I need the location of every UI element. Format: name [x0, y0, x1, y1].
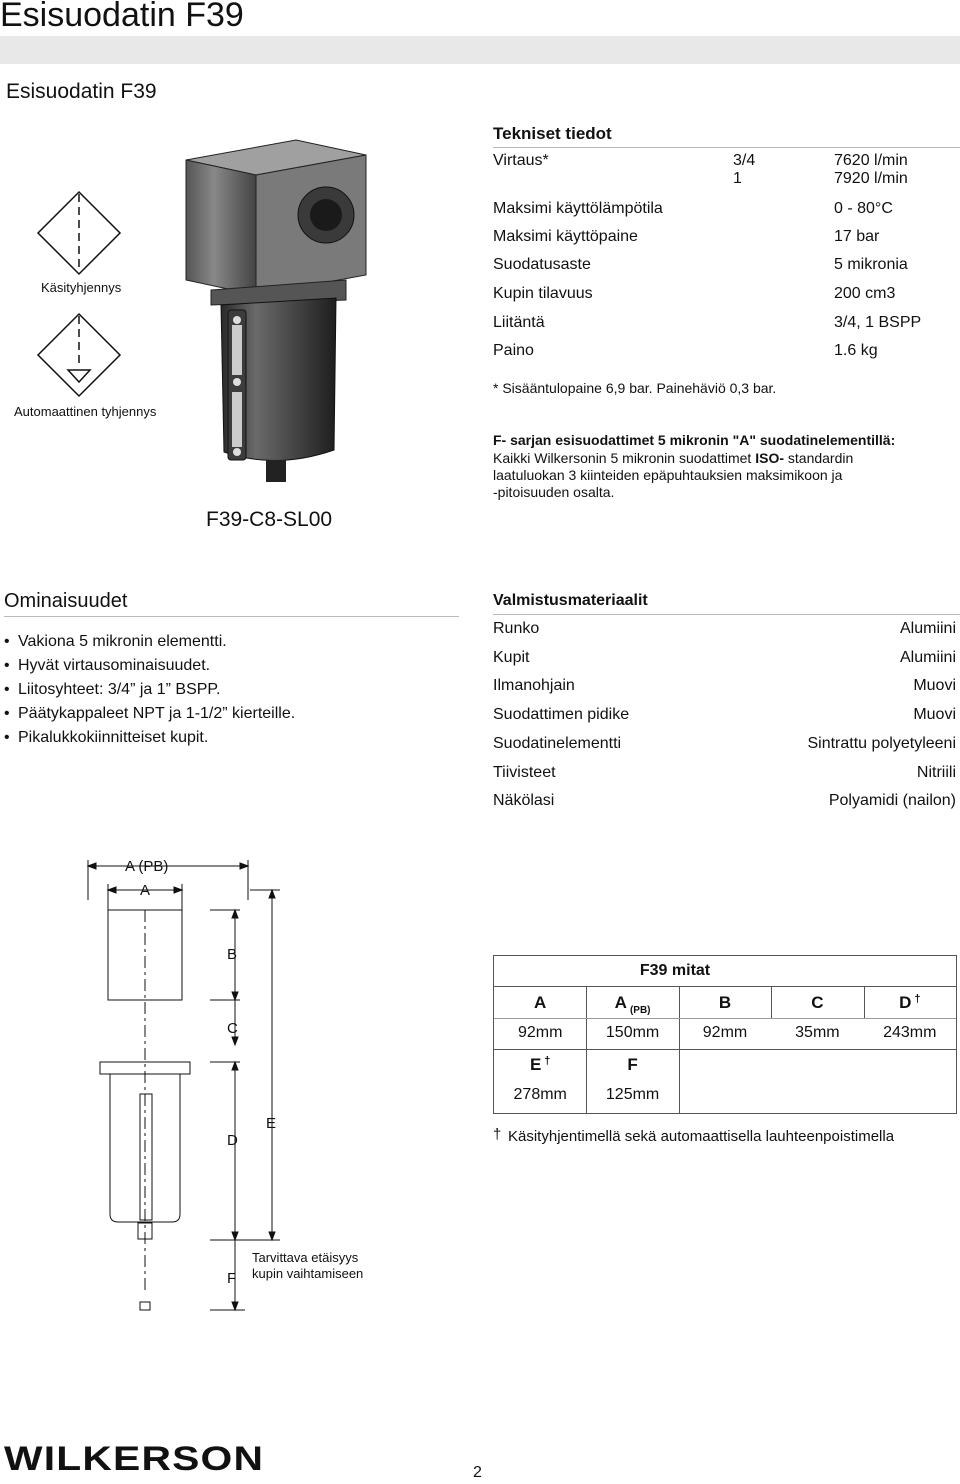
dim-header: A [614, 993, 627, 1012]
features-rule [4, 616, 459, 617]
dim-label-b: B [227, 946, 238, 963]
tech-row-label: Maksimi käyttöpaine [493, 228, 638, 245]
auto-drain-label: Automaattinen tyhjennys [14, 404, 157, 419]
dim-label-apb: A (PB) [125, 858, 169, 875]
material-value: Nitriili [916, 763, 956, 781]
manual-drain-label: Käsityhjennys [41, 280, 122, 295]
auto-drain-symbol [34, 310, 124, 410]
tech-row-size: 3/4 [733, 152, 756, 169]
dim-note-dagger: † [493, 1126, 502, 1143]
tech-row-label: Kupin tilavuus [493, 285, 593, 302]
feature-bullet: • [4, 705, 10, 722]
dim-grid-h [494, 1049, 956, 1050]
dim-label-a: A [140, 882, 151, 899]
material-value: Polyamidi (nailon) [828, 792, 956, 810]
dim-header: A [534, 993, 547, 1012]
feature-bullet: • [4, 633, 10, 650]
features-heading: Ominaisuudet [4, 590, 128, 612]
page-title: Esisuodatin F39 [0, 0, 244, 34]
manual-drain-symbol [34, 188, 124, 288]
dim-label-d: D [227, 1132, 238, 1149]
feature-item: Vakiona 5 mikronin elementti. [18, 633, 227, 650]
desc-line-2: laatuluokan 3 kiinteiden epäpuhtauksien maksimikoon ja [493, 467, 843, 483]
tech-heading: Tekniset tiedot [493, 124, 612, 143]
page-number: 2 [473, 1464, 482, 1481]
brand-logo: WILKERSON [4, 1440, 265, 1478]
dim-header-cell [494, 993, 586, 1013]
product-model: F39-C8-SL00 [206, 508, 333, 531]
feature-bullet: • [4, 729, 10, 746]
tech-row-value: 1.6 kg [834, 342, 878, 359]
dim-pb-sub: (PB) [629, 1005, 651, 1016]
clearance-note-1: Tarvittava etäisyys [252, 1250, 359, 1265]
feature-bullet: • [4, 681, 10, 698]
dim-value: 92mm [702, 1024, 748, 1041]
dim-header-cell [586, 1055, 678, 1075]
material-value: Sintrattu polyetyleeni [807, 734, 956, 752]
dim-grid-h [494, 1018, 956, 1019]
desc-line-1c: standardin [784, 450, 854, 466]
materials-heading: Valmistusmateriaalit [493, 592, 648, 609]
dim-dagger: † [544, 1055, 551, 1067]
filter-product-image [176, 130, 396, 490]
tech-row-value: 7920 l/min [834, 170, 908, 187]
tech-row-value: 7620 l/min [834, 152, 908, 169]
dimension-drawing [80, 850, 410, 1330]
tech-row-value: 200 cm3 [834, 285, 896, 302]
desc-line-3: -pitoisuuden osalta. [493, 484, 615, 500]
dim-header: D [899, 993, 912, 1012]
page-subtitle: Esisuodatin F39 [6, 80, 157, 103]
dim-header: B [718, 993, 732, 1012]
materials-rule [493, 614, 960, 615]
header-band [0, 36, 960, 64]
tech-row-size: 1 [733, 170, 742, 187]
dim-header-cell [679, 993, 771, 1013]
dim-label-f: F [227, 1270, 237, 1287]
feature-bullet: • [4, 657, 10, 674]
feature-item: Liitosyhteet: 3/4” ja 1” BSPP. [18, 681, 221, 698]
material-part: Tiivisteet [493, 763, 556, 781]
tech-row-label: Paino [493, 342, 534, 359]
dim-header-cell [494, 1055, 586, 1075]
tech-note: * Sisääntulopaine 6,9 bar. Painehäviö 0,3 bar. [493, 380, 777, 396]
material-value: Muovi [913, 677, 956, 695]
dim-value: 243mm [883, 1024, 937, 1041]
feature-item: Pikalukkokiinnitteiset kupit. [18, 729, 209, 746]
feature-item: Hyvät virtausominaisuudet. [18, 657, 211, 674]
dim-table-title: F39 mitat [639, 962, 711, 979]
dim-value: 278mm [513, 1086, 567, 1103]
dim-value: 35mm [795, 1024, 840, 1041]
tech-row-value: 17 bar [834, 228, 880, 245]
dim-label-c: C [227, 1020, 238, 1037]
tech-row-label: Maksimi käyttölämpötila [493, 200, 663, 217]
tech-rule [493, 147, 960, 148]
material-part: Näkölasi [493, 792, 555, 810]
dim-label-e: E [266, 1115, 277, 1132]
material-value: Alumiini [899, 620, 956, 637]
dim-value: 92mm [517, 1024, 563, 1041]
tech-row-label: Suodatusaste [493, 256, 591, 273]
tech-row-value: 0 - 80°C [834, 200, 893, 217]
material-part: Ilmanohjain [493, 677, 575, 695]
dimension-table [493, 955, 957, 1114]
clearance-note-2: kupin vaihtamiseen [252, 1266, 364, 1281]
dim-grid-v [771, 986, 772, 1018]
desc-heading: F- sarjan esisuodattimet 5 mikronin "A" suodatinelementillä: [493, 432, 896, 448]
dim-header-cell [771, 993, 863, 1013]
tech-row-label: Liitäntä [493, 314, 545, 331]
dim-header: C [811, 993, 824, 1012]
tech-row-value: 3/4, 1 BSPP [834, 314, 922, 331]
dim-grid-v [864, 986, 865, 1018]
dim-header-cell [586, 993, 678, 1016]
desc-line-1 [493, 450, 853, 466]
tech-row-label: Virtaus* [493, 152, 549, 169]
material-part: Suodattimen pidike [493, 706, 630, 724]
material-value: Alumiini [899, 648, 956, 666]
tech-row-value: 5 mikronia [834, 256, 908, 273]
dim-value: 125mm [605, 1086, 660, 1103]
dim-header: E [529, 1055, 542, 1074]
material-value: Muovi [913, 706, 956, 724]
material-part: Runko [493, 620, 540, 637]
material-part: Suodatinelementti [493, 734, 622, 752]
dim-dagger: † [914, 993, 921, 1005]
desc-line-1a: Kaikki Wilkersonin 5 mikronin suodattimet [493, 450, 756, 466]
dim-value: 150mm [605, 1024, 660, 1041]
dim-note: Käsityhjentimellä sekä automaattisella lauhteenpoistimella [508, 1128, 895, 1145]
feature-item: Päätykappaleet NPT ja 1-1/2” kierteille. [18, 705, 296, 722]
material-part: Kupit [493, 648, 530, 666]
dim-header-cell [864, 993, 956, 1013]
desc-iso: ISO- [755, 450, 784, 466]
dim-header: F [627, 1055, 638, 1074]
